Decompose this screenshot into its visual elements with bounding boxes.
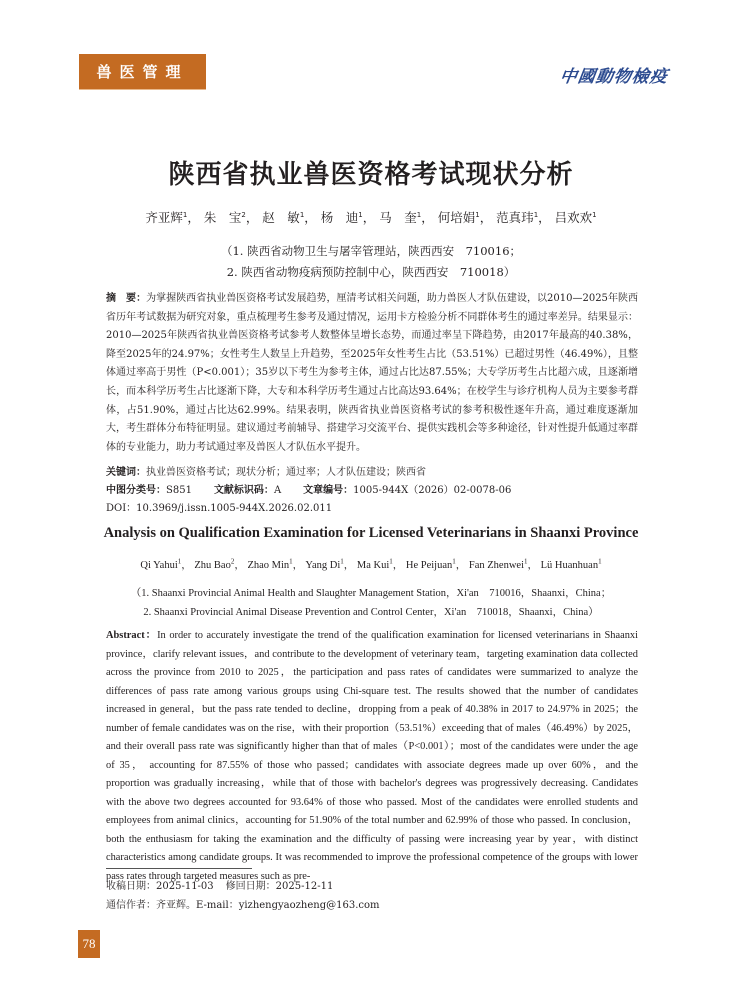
- abstract-en-label: Abstract：: [106, 630, 158, 641]
- author: 范真玮: [496, 210, 534, 225]
- dates-footnote: [106, 877, 333, 892]
- keywords-label: 关键词：: [106, 467, 146, 478]
- section-tag: 兽医管理: [79, 54, 206, 89]
- abstract-cn-label: 摘 要：: [106, 293, 147, 304]
- author-aff: 1: [299, 210, 305, 219]
- author: He Peijuan: [405, 560, 453, 571]
- author: 何培娟: [437, 210, 476, 225]
- author-aff: 1: [340, 557, 344, 566]
- article-title-en: Analysis on Qualification Examination for Licensed Veterinarians in Shaanxi Province: [103, 525, 639, 541]
- author-aff: 1: [524, 557, 528, 566]
- author: Ma Kui: [356, 560, 390, 571]
- author: Zhu Bao: [194, 560, 231, 571]
- author-aff: 2: [241, 210, 246, 219]
- article-no-label: 文章编号：: [303, 485, 354, 496]
- keywords-line: [106, 463, 426, 478]
- author-aff: 1: [592, 210, 597, 219]
- keywords: 执业兽医资格考试；现状分析；通过率；人才队伍建设；陕西省: [146, 467, 426, 478]
- journal-logo: 中國動物檢疫: [558, 67, 670, 87]
- doc-code-label: 文献标识码：: [213, 485, 274, 496]
- abstract-cn: [106, 290, 638, 457]
- author: 齐亚辉: [145, 210, 183, 225]
- article-no-value: 1005-944X（2026）02-0078-06: [353, 485, 512, 496]
- clc-label: 中图分类号：: [106, 485, 166, 496]
- author: Qi Yahui: [140, 560, 178, 571]
- author: Lü Huanhuan: [540, 560, 599, 571]
- received-date: 2025-11-03: [156, 881, 214, 892]
- affiliation-cn-1: （1. 陕西省动物卫生与屠宰管理站，陕西西安 710016；: [220, 244, 522, 258]
- corresponding-label: 通信作者：: [106, 900, 156, 911]
- doi-label: DOI：: [106, 503, 137, 514]
- affiliation-cn-2: 2. 陕西省动物疫病预防控制中心，陕西西安 710018）: [226, 265, 516, 279]
- author-aff: 1: [598, 557, 602, 566]
- author-aff: 1: [416, 210, 422, 219]
- author-aff: 1: [177, 557, 182, 566]
- received-label: 收稿日期：: [106, 881, 156, 892]
- author-aff: 1: [358, 210, 363, 219]
- author: 杨 迪: [320, 210, 359, 225]
- doc-code-value: A: [273, 485, 282, 496]
- revised-date: 2025-12-11: [275, 881, 334, 892]
- affiliation-en-1: （1. Shaanxi Provincial Animal Health and Slaughter Management Station，Xi'an 710016，Shaanxi，China；: [130, 588, 612, 599]
- author-aff: 1: [389, 557, 393, 566]
- author-aff: 1: [182, 210, 188, 219]
- affiliation-en-2: 2. Shaanxi Provincial Animal Disease Prevention and Control Center，Xi'an 710018，Shaanxi，China）: [143, 607, 599, 618]
- author: 朱 宝: [203, 210, 242, 225]
- corresponding-value: 齐亚辉。E-mail：yizhengyaozheng@163.com: [156, 900, 380, 911]
- author-aff: 1: [289, 557, 293, 566]
- corresponding-footnote: [106, 896, 380, 911]
- author: Fan Zhenwei: [468, 560, 524, 571]
- article-title-cn: 陕西省执业兽医资格考试现状分析: [168, 160, 574, 190]
- abstract-en: [106, 627, 638, 886]
- revised-label: 修回日期：: [225, 881, 276, 892]
- authors-en: Qi Yahui$^1$， Zhu Bao$^2$， Zhao Min$^1$， Yang Di$^1$， Ma Kui$^1$， He Peijuan$^1$， Fan Zhenwei$^1$， Lü Huanhuan$^1$: [140, 557, 602, 571]
- abstract-cn-text: 为掌握陕西省执业兽医资格考试发展趋势，厘清考试相关问题，助力兽医人才队伍建设，以2010—2025年陕西省历年考试数据为研究对象，重点梳理考生参考及通过情况，运用卡方检验分析不同群体考生的通过率差异。结果显示：2010—2025年陕西省执业兽医资格考试参考人数整体呈增长态势，而通过率呈下降趋势，由2017年最高的40.38%，降至2025年的24.97%；女性考生人数呈上升趋势，至2025年女性考生占比（53.51%）已超过男性（46.49%），且整体通过率高于男性（P<0.001）；35岁以下考生为参考主体，通过占比达87.55%；大专学历考生占比超六成，且逐渐增长，而本科学历考生占比逐渐下降，大专和本科学历考生通过占比高达93.64%；在校学生与诊疗机构人员为主要参考群体，占51.90%，通过占比达62.99%。结果表明，陕西省执业兽医资格考试的参考积极性逐年升高，通过难度逐渐加大，考生群体分布特征明显。建议通过考前辅导、搭建学习交流平台、提供实践机会等多种途径，针对性提升低通过率群体的专业能力，助力考试通过率及兽医人才队伍水平提升。: [106, 293, 638, 453]
- author: 吕欢欢: [554, 210, 593, 225]
- clc-value: S851: [166, 485, 192, 496]
- author: 赵 敏: [262, 210, 300, 225]
- author: Yang Di: [305, 560, 341, 571]
- author: 马 奎: [379, 210, 417, 225]
- author: Zhao Min: [247, 560, 290, 571]
- page-number: 78: [78, 930, 100, 958]
- doi-line: [106, 499, 332, 514]
- footnote-divider: [106, 868, 252, 869]
- author-aff: 2: [230, 557, 235, 566]
- abstract-en-text: In order to accurately investigate the trend of the qualification examination for licensed veterinarians in Shaanxi province，clarify relevant issues，and contribute to the development of veterinary team，targeting examination data collected across the province from 2010 to 2025，the participation and pass rates of candidates were summarized to analyze the differences of pass rate among various groups using Chi-square test. The results showed that the number of candidates increased in general，but the pass rate tended to decline，dropping from a peak of 40.38% in 2017 to 24.97% in 2025；the number of female candidates was on the rise，with their proportion（53.51%）exceeding that of males（46.49%）by 2025，and their overall pass rate was significantly higher than that of males（P<0.001）；most of the candidates were under the age of 35， accounting for 87.55% of those who passed；candidates with associate degrees made up over 60%，and the proportion was gradually increasing，while that of those with bachelor's degrees was progressively decreasing. Candidates with the above two degrees accounted for 93.64% of those who passed. Most of the candidates were enrolled students and employees from animal clinics，accounting for 51.90% of the total number and 62.99% of those who passed. In conclusion，both the enthusiasm for taking the examination and the difficulty of passing were increasing year by year，with distinct characteristics among candidate groups. It was recommended to improve the professional competence of the groups with lower pass rates through targeted measures such as pre-: [106, 630, 638, 882]
- doi-value[interactable]: 10.3969/j.issn.1005-944X.2026.02.011: [136, 503, 333, 514]
- author-aff: 1: [452, 557, 456, 566]
- authors-cn: 齐亚辉$^1$， 朱 宝$^2$， 赵 敏$^1$， 杨 迪$^1$， 马 奎$^1$， 何培娟$^1$， 范真玮$^1$， 吕欢欢$^1$: [145, 210, 597, 225]
- author-aff: 1: [533, 210, 539, 219]
- classification-line: [106, 481, 511, 496]
- author-aff: 1: [475, 210, 480, 219]
